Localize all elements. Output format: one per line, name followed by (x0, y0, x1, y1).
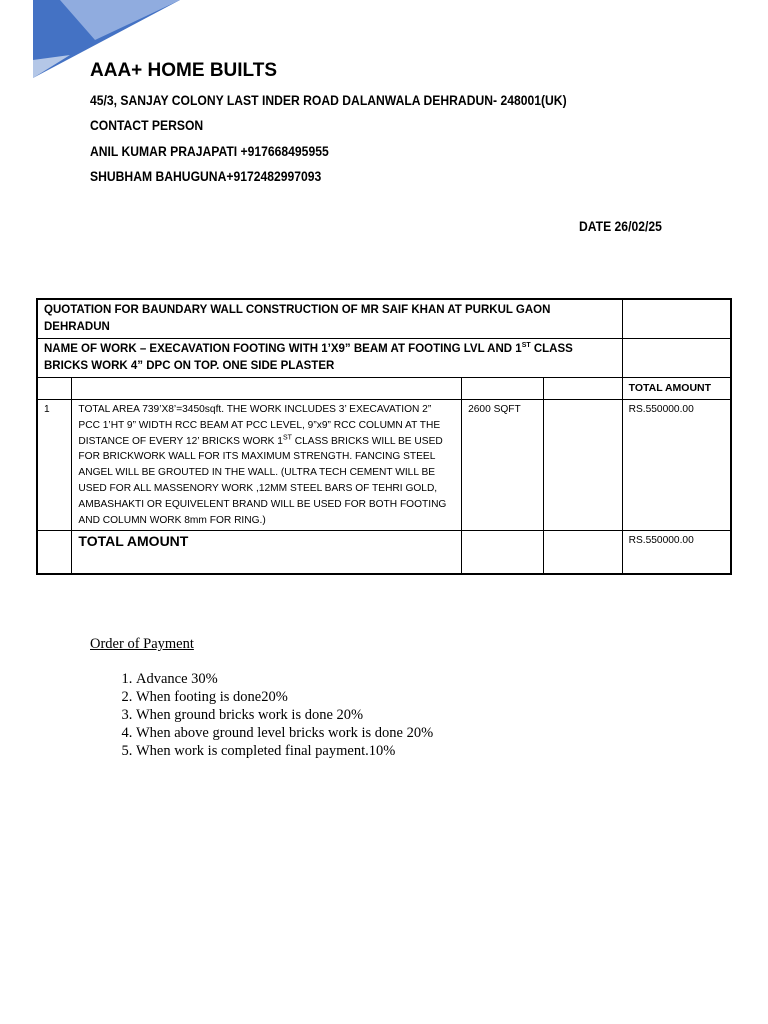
table-title-row (37, 299, 731, 339)
row-amount: RS.550000.00 (622, 400, 731, 531)
quotation-date: DATE 26/02/25 (579, 219, 662, 234)
list-item: 4. When above ground level bricks work is done 20% (136, 724, 433, 742)
total-row (37, 531, 731, 574)
company-address: 45/3, SANJAY COLONY LAST INDER ROAD DALANWALA DEHRADUN- 248001(UK) (90, 93, 567, 108)
list-item: 5. When work is completed final payment.10% (136, 742, 433, 760)
payment-order-title: Order of Payment (90, 636, 194, 652)
payment-list (90, 670, 433, 760)
total-amount: RS.550000.00 (622, 531, 731, 574)
contact-person-1: ANIL KUMAR PRAJAPATI +917668495955 (90, 144, 329, 159)
total-label: TOTAL AMOUNT (72, 531, 462, 574)
list-item: 3. When ground bricks work is done 20% (136, 706, 433, 724)
quotation-table (36, 298, 732, 575)
company-name: AAA+ HOME BUILTS (90, 60, 278, 81)
quotation-title: QUOTATION FOR BAUNDARY WALL CONSTRUCTION OF MR SAIF KHAN AT PURKUL GAON DEHRADUN (37, 299, 622, 339)
work-name-row (37, 339, 731, 378)
work-name: NAME OF WORK – EXECAVATION FOOTING WITH 1’X9” BEAM AT FOOTING LVL AND 1ST CLASS BRICKS WORK 4” DPC ON TOP. ONE SIDE PLASTER (37, 339, 622, 378)
quantity: 2600 SQFT (462, 400, 544, 531)
list-item: 1. Advance 30% (136, 670, 433, 688)
total-amount-header: TOTAL AMOUNT (622, 378, 731, 400)
work-description: TOTAL AREA 739’X8’=3450sqft. THE WORK INCLUDES 3’ EXECAVATION 2” PCC 1’HT 9” WIDTH RCC BEAM AT PCC LEVEL, 9”x9” RCC COLUMN AT THE DISTANCE OF EVERY 12’ BRICKS WORK 1ST CLASS BRICKS WILL BE USED FOR BRICKWORK WALL FOR ITS MAXIMUM STRENGTH. FANCING STEEL ANGEL WILL BE GROUTED IN THE WALL. (ULTRA TECH CEMENT WILL BE USED FOR ALL MASSENORY WORK ,12MM STEEL BARS OF TEHRI GOLD, AMBASHAKTI OR EQUIVELENT BRAND WILL BE USED FOR BOTH FOOTING AND COLUMN WORK 8mm FOR RING.) (72, 400, 462, 531)
column-header-row (37, 378, 731, 400)
contact-label: CONTACT PERSON (90, 118, 204, 133)
contact-person-2: SHUBHAM BAHUGUNA+9172482997093 (90, 169, 322, 184)
table-row (37, 400, 731, 531)
row-number: 1 (37, 400, 72, 531)
list-item: 2. When footing is done20% (136, 688, 433, 706)
